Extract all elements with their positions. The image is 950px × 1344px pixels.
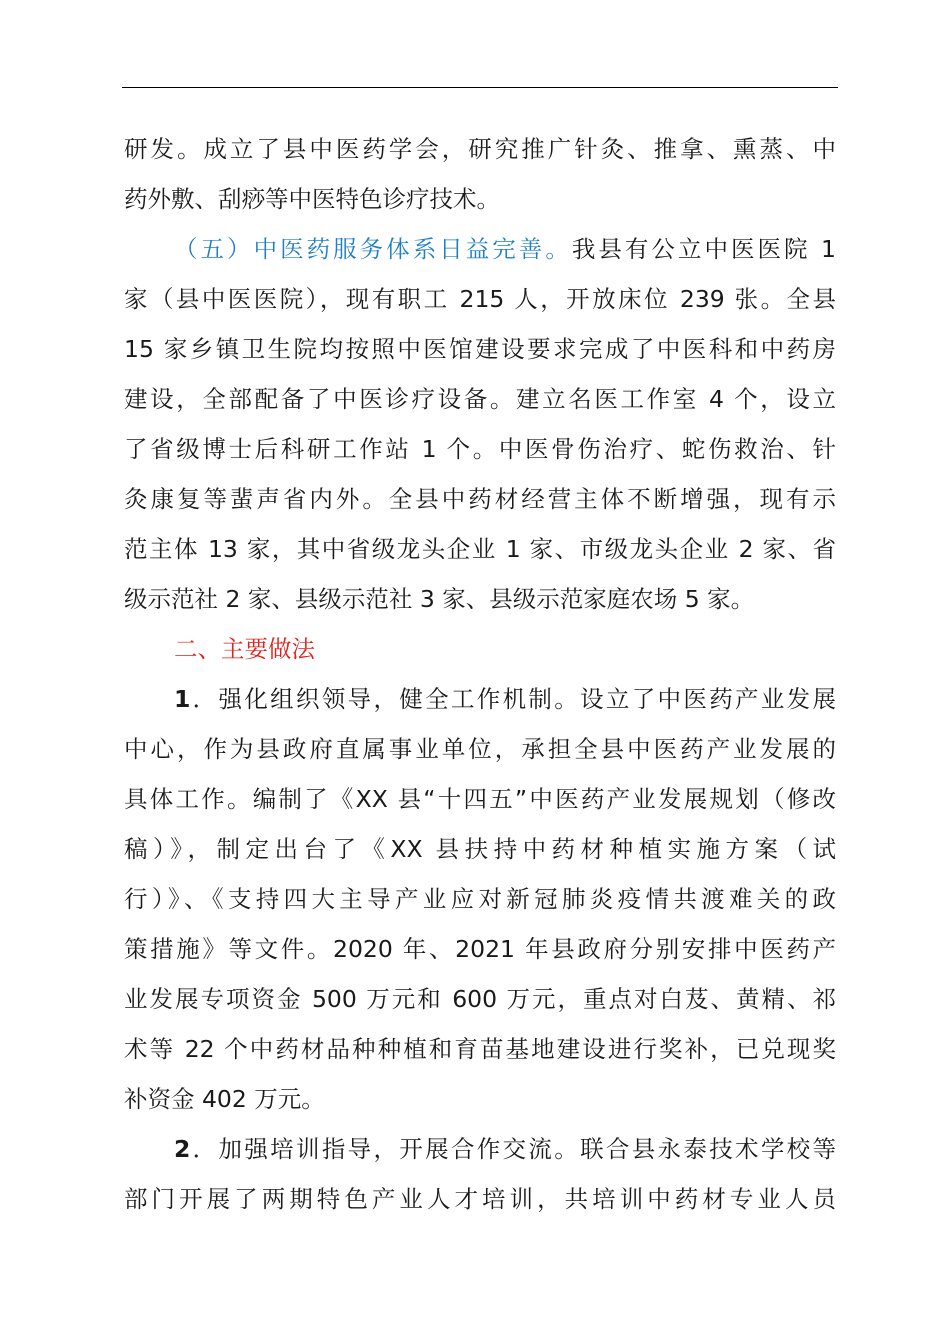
paragraph-line: 具体工作。编制了《XX 县“十四五”中医药产业发展规划（修改 bbox=[124, 785, 836, 813]
paragraph-text: ．加强培训指导，开展合作交流。联合县永泰技术学校等 bbox=[190, 1135, 836, 1163]
header-rule bbox=[122, 87, 838, 88]
paragraph-line: 建设，全部配备了中医诊疗设备。建立名医工作室 4 个，设立 bbox=[124, 385, 836, 413]
paragraph-line: 药外敷、刮痧等中医特色诊疗技术。 bbox=[124, 185, 500, 213]
document-body bbox=[124, 124, 836, 1224]
paragraph-line: 级示范社 2 家、县级示范社 3 家、县级示范家庭农场 5 家。 bbox=[124, 585, 755, 613]
paragraph-line bbox=[124, 1124, 836, 1174]
paragraph-line: 策措施》等文件。2020 年、2021 年县政府分别安排中医药产 bbox=[124, 935, 836, 963]
section-heading-five: （五）中医药服务体系日益完善。 bbox=[174, 235, 572, 263]
paragraph-line: 行）》、《支持四大主导产业应对新冠肺炎疫情共渡难关的政 bbox=[124, 885, 836, 913]
paragraph-line: 家（县中医医院），现有职工 215 人，开放床位 239 张。全县 bbox=[124, 285, 836, 313]
item-number: 2 bbox=[174, 1135, 191, 1163]
paragraph-line: 稿）》，制定出台了《XX 县扶持中药材种植实施方案（试 bbox=[124, 835, 836, 863]
paragraph-line bbox=[124, 674, 836, 724]
paragraph-line: 了省级博士后科研工作站 1 个。中医骨伤治疗、蛇伤救治、针 bbox=[124, 435, 836, 463]
paragraph-line: 术等 22 个中药材品种种植和育苗基地建设进行奖补，已兑现奖 bbox=[124, 1035, 836, 1063]
section-heading-two: 二、主要做法 bbox=[174, 635, 315, 663]
paragraph-line: 中心，作为县政府直属事业单位，承担全县中医药产业发展的 bbox=[124, 735, 836, 763]
paragraph-line: 范主体 13 家，其中省级龙头企业 1 家、市级龙头企业 2 家、省 bbox=[124, 535, 836, 563]
paragraph-line: 业发展专项资金 500 万元和 600 万元，重点对白芨、黄精、祁 bbox=[124, 985, 836, 1013]
paragraph-line: 研发。成立了县中医药学会，研究推广针灸、推拿、熏蒸、中 bbox=[124, 135, 836, 163]
paragraph-line: 灸康复等蜚声省内外。全县中药材经营主体不断增强，现有示 bbox=[124, 485, 836, 513]
paragraph-text: ．强化组织领导，健全工作机制。设立了中医药产业发展 bbox=[190, 685, 836, 713]
paragraph-line bbox=[124, 224, 836, 274]
item-number: 1 bbox=[174, 685, 191, 713]
paragraph-text: 我县有公立中医医院 1 bbox=[571, 235, 836, 263]
paragraph-line: 15 家乡镇卫生院均按照中医馆建设要求完成了中医科和中药房 bbox=[124, 335, 836, 363]
paragraph-line: 部门开展了两期特色产业人才培训，共培训中药材专业人员 bbox=[124, 1185, 836, 1213]
paragraph-line: 补资金 402 万元。 bbox=[124, 1085, 325, 1113]
